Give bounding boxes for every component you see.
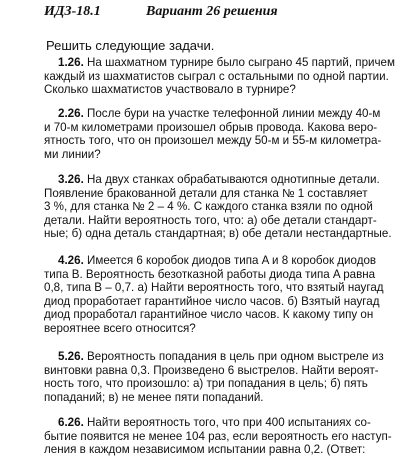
problem-line: Сколько шахматистов участвовало в турнире?	[44, 83, 296, 96]
problem-number: 3.26.	[58, 173, 84, 186]
problem-number: 5.26.	[58, 350, 84, 363]
problem-line: диод проработал гарантийное число часов. К какому типу он	[44, 308, 374, 321]
document-id: ИДЗ-18.1	[44, 4, 101, 19]
problem-line: После бури на участке телефонной линии между 40-м	[87, 107, 381, 120]
problem-line: диод проработает гарантийное число часов. б) Взятый наугад	[44, 294, 380, 308]
problem-line: и 70-м километрами произошел обрыв провода. Какова веро-	[44, 120, 378, 134]
problem-line: каждый из шахматистов сыграл с остальными по одной партии.	[44, 69, 389, 83]
page-header	[44, 4, 278, 20]
problem-line: На двух станках обрабатываются однотипные детали.	[87, 173, 380, 186]
problem-5	[44, 350, 384, 404]
problem-line: 3 %, для станка № 2 – 4 %. С каждого станка взяли по одной	[44, 200, 373, 213]
problem-line: ми линии?	[44, 147, 101, 161]
intro-text: Решить следующие задачи.	[46, 38, 215, 53]
problem-line: Появление бракованной детали для станка № 1 составляет	[44, 186, 368, 200]
problem-3	[44, 173, 392, 241]
problem-line: ные; б) одна деталь стандартная; в) обе детали нестандартные.	[44, 227, 392, 240]
problem-line: Найти вероятность того, что при 400 испытаниях со-	[87, 416, 371, 429]
problem-number: 1.26.	[58, 56, 84, 69]
problem-2	[44, 107, 380, 161]
problem-line: бытие появится не менее 104 раз, если вероятность его наступ-	[44, 429, 392, 443]
problem-line: ность того, что произошло: а) три попадания в цель; б) пять	[44, 377, 368, 390]
problem-line: Вероятность попадания в цель при одном выстреле из	[87, 350, 384, 363]
problem-line: ятность того, что он произошел между 50-м и 55-м километра-	[44, 134, 382, 147]
problem-line: ления в каждом независимом испытании равна 0,2. (Ответ:	[44, 443, 366, 456]
problem-1	[44, 56, 395, 97]
problem-line: На шахматном турнире было сыграно 45 партий, причем	[87, 56, 395, 69]
problem-number: 4.26.	[58, 254, 84, 267]
variant-title: Вариант 26 решения	[146, 4, 278, 19]
problem-line: попаданий; в) не менее пяти попаданий.	[44, 390, 264, 404]
problem-line: типа B. Вероятность безотказной работы диода типа A равна	[44, 267, 376, 281]
problem-line: детали. Найти вероятность того, что: а) обе детали стандарт-	[44, 213, 377, 227]
problem-line: винтовки равна 0,3. Произведено 6 выстрелов. Найти вероят-	[44, 363, 379, 377]
problem-4	[44, 254, 384, 335]
problem-line: Имеется 6 коробок диодов типа A и 8 коробок диодов	[87, 254, 377, 267]
problem-6	[44, 416, 392, 457]
problem-line: 0,8, типа B – 0,7. а) Найти вероятность того, что взятый наугад	[44, 281, 384, 294]
problem-number: 6.26.	[58, 416, 84, 429]
problem-line: вероятнее всего относится?	[44, 321, 196, 335]
problem-number: 2.26.	[58, 107, 84, 120]
